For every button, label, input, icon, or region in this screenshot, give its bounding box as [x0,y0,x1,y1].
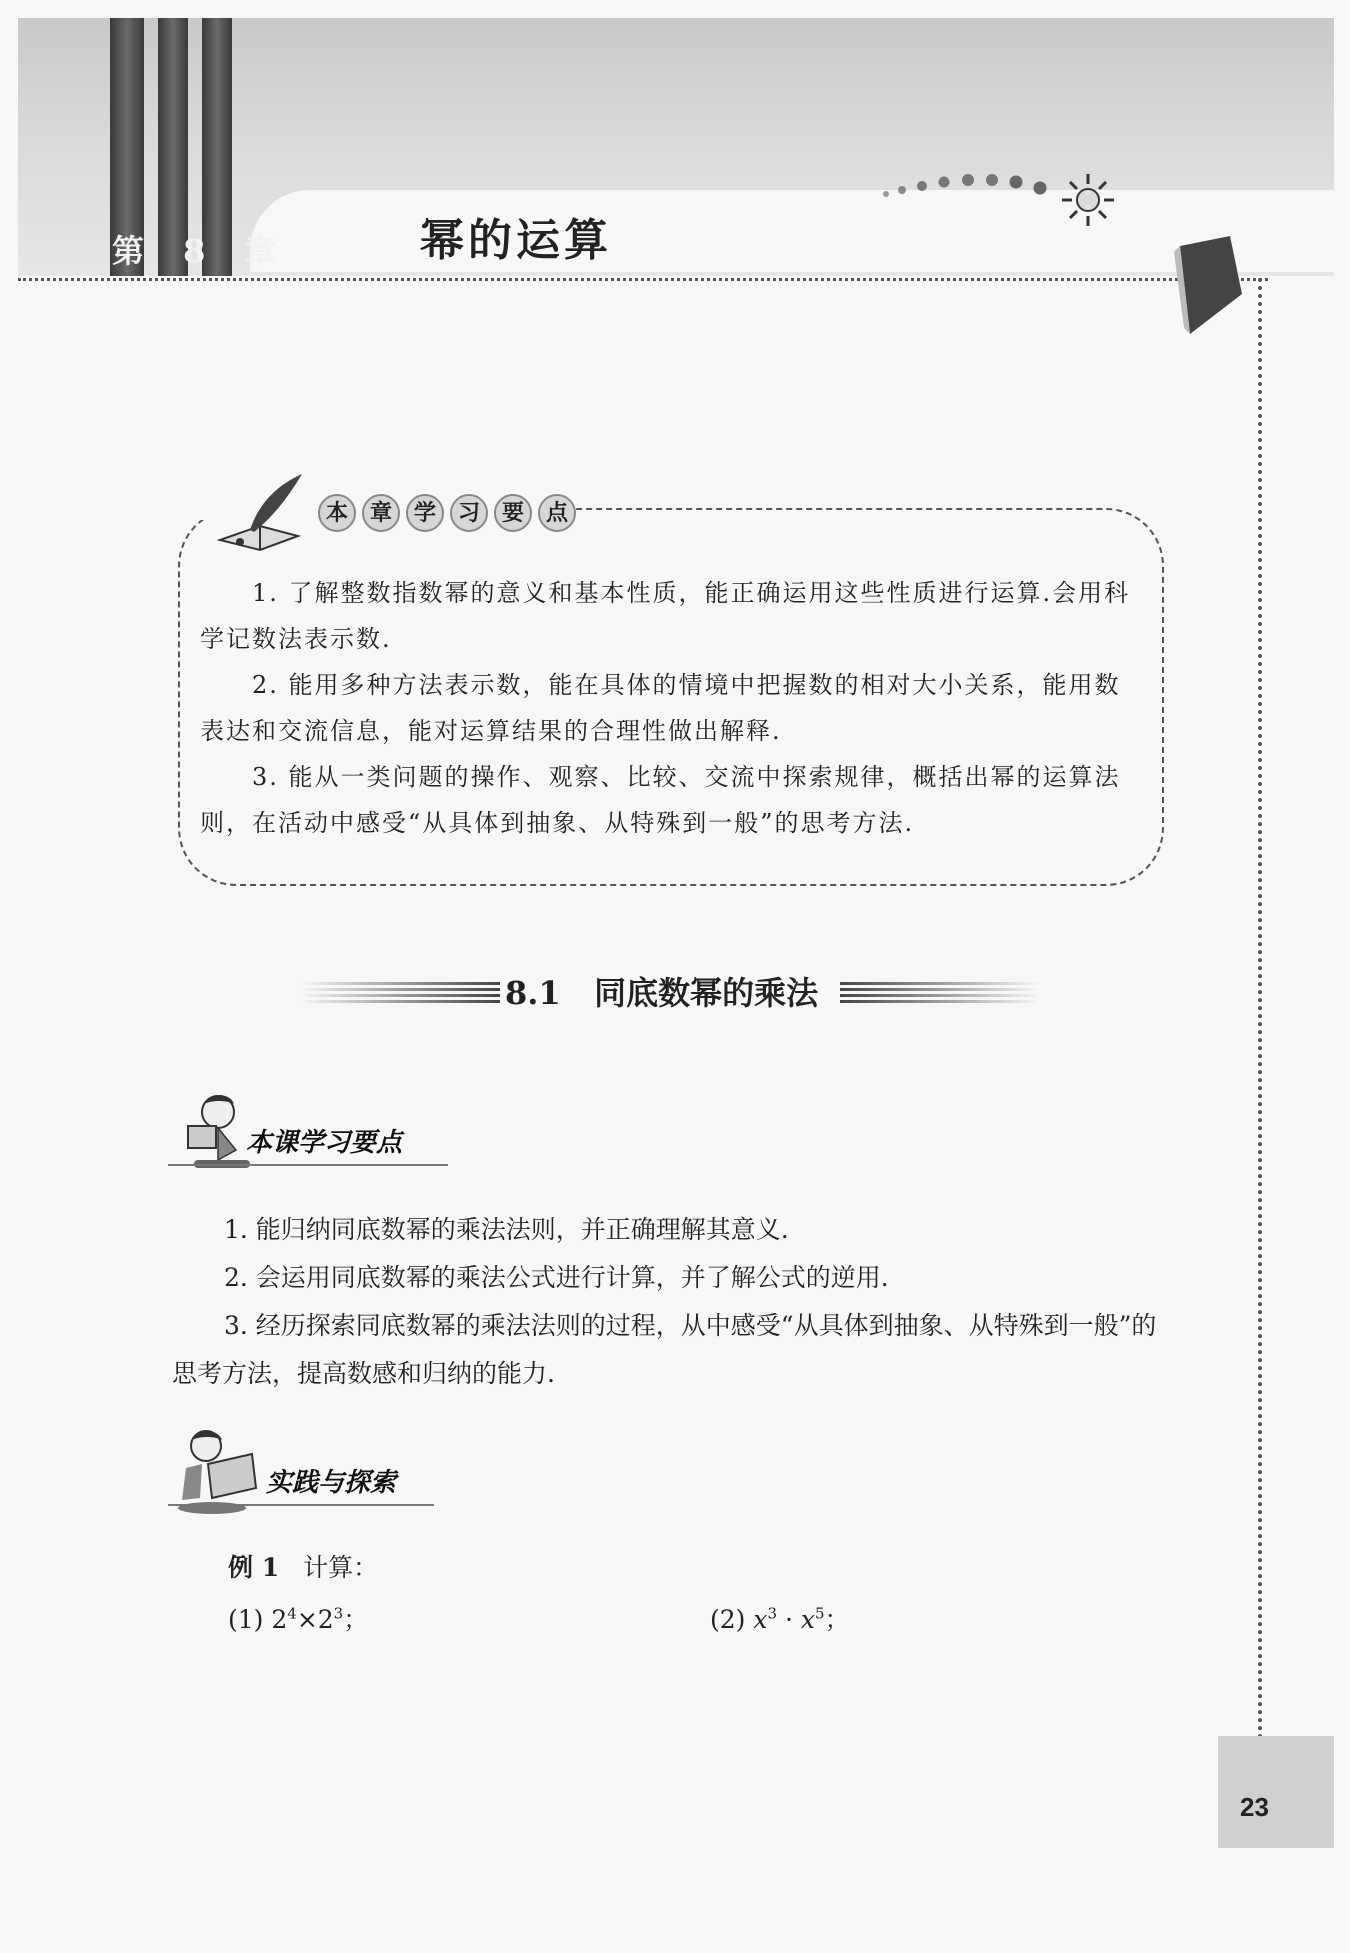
section-heading [300,966,1040,1016]
sun-icon [1058,170,1118,230]
page-number-box [1218,1736,1334,1848]
page-number: 23 [1240,1792,1269,1822]
heading-rule-right [840,982,1040,1006]
chapter-key-points-heading: 本 章 学 习 要 点 [318,494,576,534]
lesson-point-item: 3. 经历探索同底数幂的乘法法则的过程，从中感受“从具体到抽象、从特殊到一般”的思考方法，提高数感和归纳的能力. [172,1311,1157,1388]
practice-label-underline [168,1504,434,1506]
key-point-item: 1. 了解整数指数幂的意义和基本性质，能正确运用这些性质进行运算.会用科学记数法表示数. [200,579,1131,653]
example-instruction: 计算： [303,1553,379,1582]
practice-explore-label: 实践与探索 [266,1468,397,1498]
example-label: 例 1 [228,1553,280,1582]
page-border-top [18,278,1268,281]
example-heading [228,1548,378,1584]
student-exploring-icon [172,1424,262,1516]
key-point-item: 3. 能从一类问题的操作、观察、比较、交流中探索规律，概括出幂的运算法则，在活动中感受“从具体到抽象、从特殊到一般”的思考方法. [200,763,1121,837]
chapter-title: 幂的运算 [420,215,612,266]
chapter-key-points-list [200,570,1140,846]
key-point-item: 2. 能用多种方法表示数，能在具体的情境中把握数的相对大小关系，能用数表达和交流信息，能对运算结果的合理性做出解释. [200,671,1121,745]
section-title: 8.1 同底数幂的乘法 [505,974,819,1012]
page-border-right [1258,278,1262,1748]
book-quill-icon [210,470,306,554]
heading-rule-left [300,982,500,1006]
chapter-label: 第 8 章 [112,232,291,270]
lesson-key-points-label: 本课学习要点 [246,1128,403,1158]
lesson-point-item: 2. 会运用同底数幂的乘法公式进行计算，并了解公式的逆用. [224,1263,889,1292]
exercise-1: (1) $2^4\times 2^3$； [228,1604,369,1634]
lesson-point-item: 1. 能归纳同底数幂的乘法法则，并正确理解其意义. [224,1215,789,1244]
exercise-2: (2) $x^3 \cdot x^5$； [710,1604,850,1634]
lesson-label-underline [168,1164,448,1166]
lesson-key-points-list [172,1206,1172,1398]
corner-tab-decoration [1170,236,1250,336]
